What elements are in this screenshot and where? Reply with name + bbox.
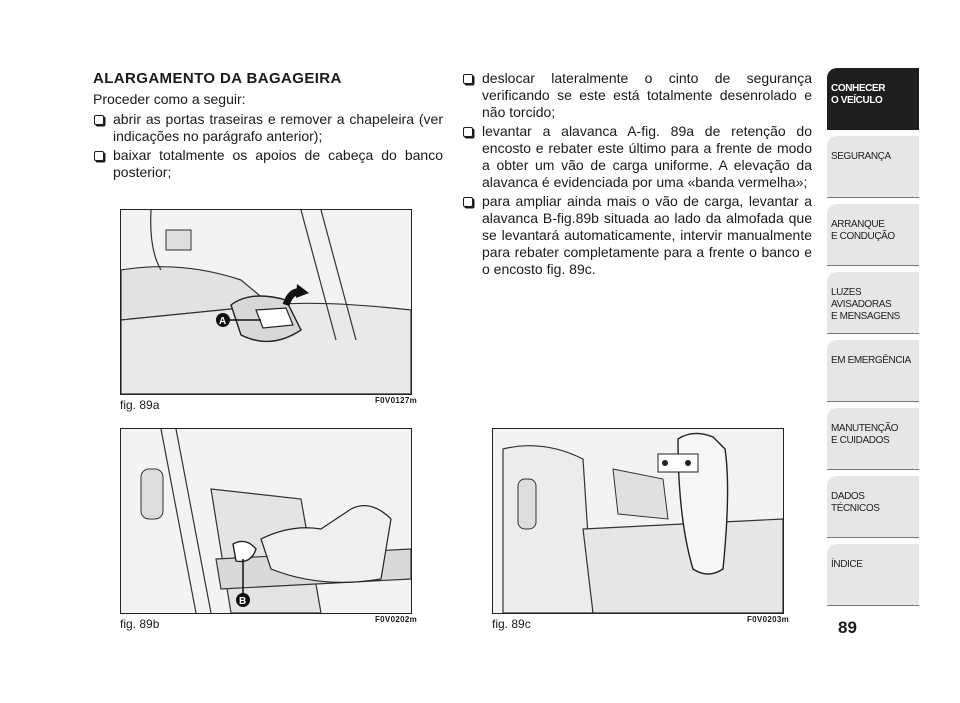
- checkbox-bullet-icon: [463, 74, 473, 84]
- sidebar-item-label: EM EMERGÊNCIA: [831, 355, 911, 366]
- bullet-text: levantar a alavanca A-fig. 89a de retenção do encosto e rebater este último para a frente de modo a obter um vão de carga uniforme. A elevação da alavanca é evidenciada por uma «banda vermelha»;: [482, 123, 812, 190]
- bullet-item: [93, 111, 443, 145]
- sidebar-item-indice[interactable]: [827, 544, 919, 606]
- figure-89c-illustration: [492, 428, 784, 614]
- bullet-item: [462, 193, 812, 278]
- checkbox-bullet-icon: [463, 197, 473, 207]
- sidebar-item-label: ARRANQUE E CONDUÇÃO: [831, 219, 895, 242]
- figure-caption: fig. 89c: [492, 617, 531, 631]
- right-column: [462, 70, 812, 280]
- bullet-text: abrir as portas traseiras e remover a chapeleira (ver indicações no parágrafo anterior);: [113, 111, 443, 144]
- page-number: 89: [838, 618, 857, 637]
- sidebar-item-label: MANUTENÇÃO E CUIDADOS: [831, 423, 899, 446]
- seat-cushion-lever-drawing: [121, 429, 411, 613]
- checkbox-bullet-icon: [94, 115, 104, 125]
- left-column: [93, 70, 443, 183]
- section-heading: ALARGAMENTO DA BAGAGEIRA: [93, 70, 342, 87]
- sidebar-item-em-emergencia[interactable]: [827, 340, 919, 402]
- checkbox-bullet-icon: [463, 127, 473, 137]
- sidebar-item-label: CONHECER O VEÍCULO: [831, 83, 886, 106]
- sidebar-item-luzes-avisadoras[interactable]: [827, 272, 919, 334]
- folded-seat-drawing: [493, 429, 783, 613]
- figure-caption: fig. 89b: [120, 617, 160, 631]
- callout-label: A: [219, 316, 227, 327]
- callout-label: B: [239, 596, 247, 607]
- figure-89b-illustration: [120, 428, 412, 614]
- figure-caption: fig. 89a: [120, 398, 160, 412]
- checkbox-bullet-icon: [94, 151, 104, 161]
- sidebar-item-conhecer-o-veiculo[interactable]: [827, 68, 919, 130]
- intro-text: Proceder como a seguir:: [93, 91, 246, 107]
- sidebar-item-label: SEGURANÇA: [831, 151, 891, 162]
- bullet-item: [462, 70, 812, 121]
- bullet-text: deslocar lateralmente o cinto de segurança verificando se este está totalmente desenrolado e não torcido;: [482, 70, 812, 120]
- figure-code: F0V0127m: [375, 396, 417, 405]
- figure-code: F0V0202m: [375, 615, 417, 624]
- chapter-sidebar: [827, 68, 919, 612]
- sidebar-item-label: ÍNDICE: [831, 559, 863, 570]
- bullet-text: baixar totalmente os apoios de cabeça do banco posterior;: [113, 147, 443, 180]
- sidebar-item-label: DADOS TÉCNICOS: [831, 491, 880, 514]
- sidebar-item-manutencao[interactable]: [827, 408, 919, 470]
- bullet-text: para ampliar ainda mais o vão de carga, levantar a alavanca B-fig.89b situada ao lado da almofada que se levantará automaticamente, intervir manualmente para rebater completamente para a frente o banco e o encosto fig. 89c.: [482, 193, 812, 277]
- bullet-item: [462, 123, 812, 191]
- sidebar-item-arranque[interactable]: [827, 204, 919, 266]
- sidebar-item-label: LUZES AVISADORAS E MENSAGENS: [831, 287, 900, 322]
- sidebar-item-dados-tecnicos[interactable]: [827, 476, 919, 538]
- figure-code: F0V0203m: [747, 615, 789, 624]
- sidebar-item-seguranca[interactable]: [827, 136, 919, 198]
- seat-lever-drawing: [121, 210, 411, 394]
- bullet-item: [93, 147, 443, 181]
- figure-89a-illustration: [120, 209, 412, 395]
